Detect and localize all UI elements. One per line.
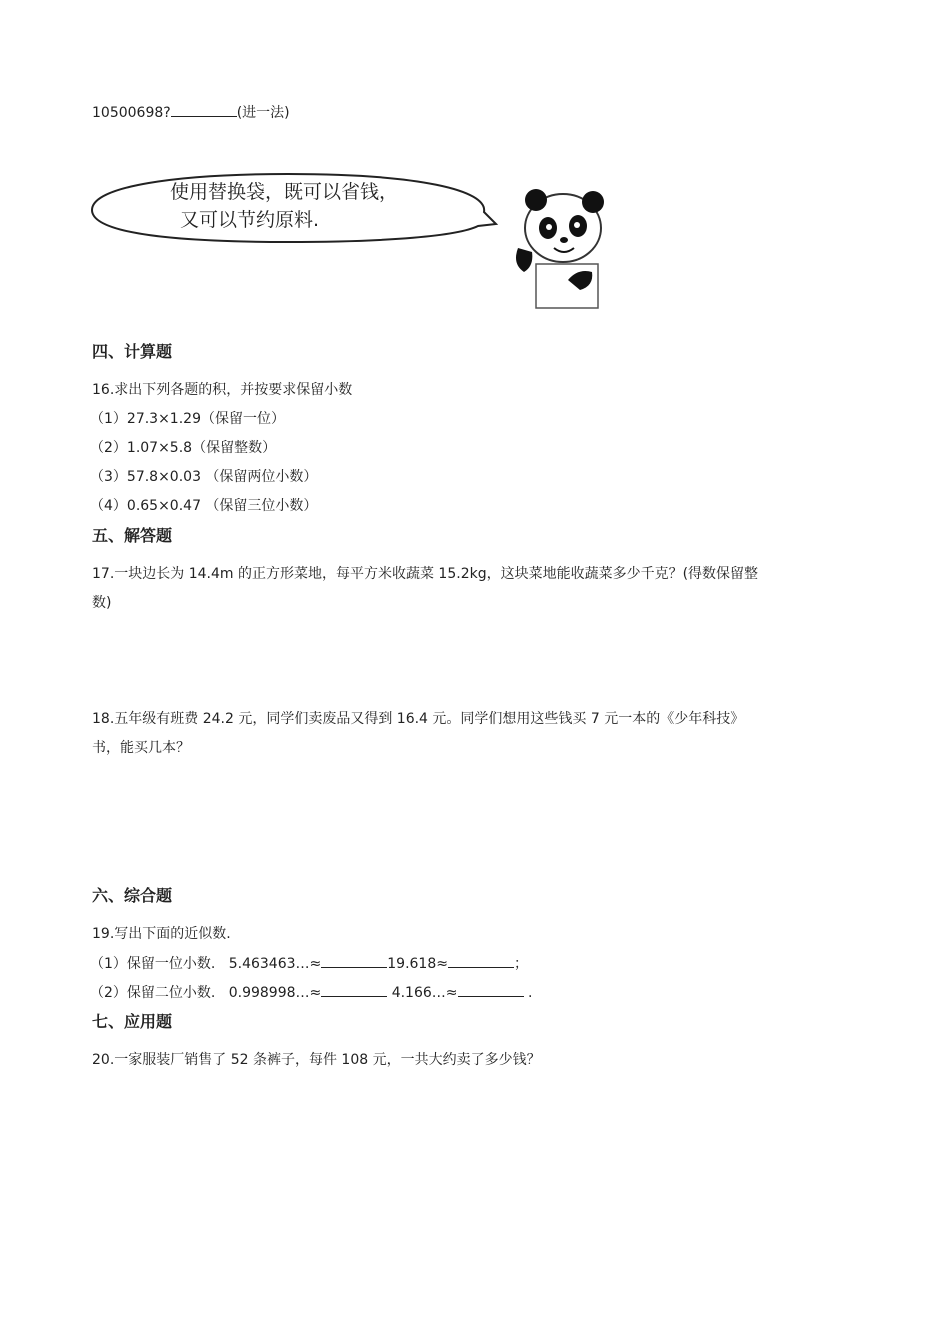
section-7-title: 七、应用题 [92, 1012, 173, 1031]
answer-blank [321, 953, 387, 968]
speech-line-2: 又可以节约原料. [180, 209, 320, 231]
q19-item-2-label: （2）保留二位小数. [90, 985, 216, 1001]
section-5-title: 五、解答题 [92, 526, 173, 545]
q19-stem: 19.写出下面的近似数. [92, 926, 231, 942]
answer-blank [171, 102, 237, 117]
q17-line-2: 数) [92, 595, 112, 611]
q19-item-1-b: 19.618≈ [387, 956, 448, 972]
q16-item-1: （1）27.3×1.29（保留一位） [90, 411, 285, 427]
q16-item-2: （2）1.07×5.8（保留整数） [90, 440, 277, 456]
q16-stem: 16.求出下列各题的积，并按要求保留小数 [92, 382, 353, 398]
q19-item-1-label: （1）保留一位小数. [90, 956, 216, 972]
q19-item-1-a: 5.463463…≈ [228, 956, 322, 972]
q19-item-2 [90, 982, 532, 1003]
section-4-title: 四、计算题 [92, 342, 173, 361]
q19-item-2-a: 0.998998…≈ [228, 985, 322, 1001]
q19-item-1 [90, 953, 528, 974]
speech-bubble-graphic [88, 168, 628, 316]
panda-speech-illustration [88, 168, 628, 320]
q20-text: 20.一家服装厂销售了 52 条裤子，每件 108 元，一共大约卖了多少钱？ [92, 1052, 541, 1068]
q19-item-2-end: . [527, 985, 533, 1001]
q15-method: (进一法) [236, 105, 290, 121]
answer-blank [448, 953, 514, 968]
q18-line-2: 书，能买几本？ [92, 740, 190, 756]
answer-blank [321, 982, 387, 997]
section-6-title: 六、综合题 [92, 886, 173, 905]
answer-blank [458, 982, 524, 997]
q16-item-4: （4）0.65×0.47 （保留三位小数） [90, 498, 318, 514]
q15-number: 10500698? [92, 105, 171, 121]
q17-line-1: 17.一块边长为 14.4m 的正方形菜地，每平方米收蔬菜 15.2kg，这块菜地能收蔬菜多少千克？(得数保留整 [92, 566, 759, 582]
q18-line-1: 18.五年级有班费 24.2 元，同学们卖废品又得到 16.4 元。同学们想用这些钱买 7 元一本的《少年科技》 [92, 711, 745, 727]
panda-icon [516, 189, 604, 308]
speech-line-1: 使用替换袋，既可以省钱， [170, 181, 399, 203]
q19-item-2-b: 4.166…≈ [391, 985, 458, 1001]
q16-item-3: （3）57.8×0.03 （保留两位小数） [90, 469, 318, 485]
q19-item-1-end: ； [513, 956, 528, 972]
question-15-line [92, 102, 290, 123]
